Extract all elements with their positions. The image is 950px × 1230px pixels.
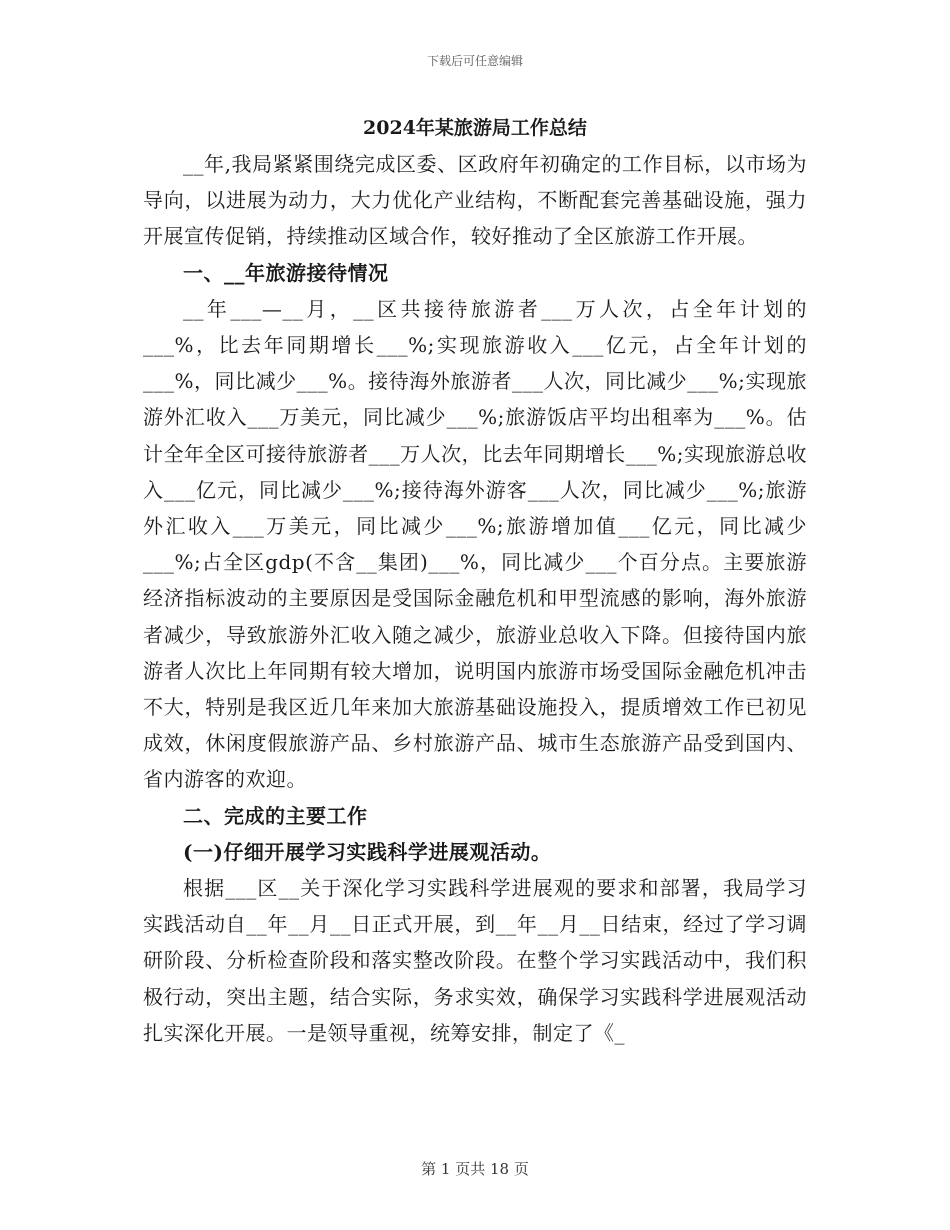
study-paragraph: 根据___区__关于深化学习实践科学进展观的要求和部署，我局学习实践活动自__年__月__日正式开展，到__年__月__日结束，经过了学习调研阶段、分析检查阶段和落实整改阶段。在整个学习实践活动中，我们积极行动，突出主题，结合实际，务求实效，确保学习实践科学进展观活动扎实深化开展。一是领导重视，统筹安排，制定了《_ bbox=[143, 876, 807, 1045]
page-number-footer: 第 1 页共 18 页 bbox=[421, 1160, 529, 1178]
page-header-note: 下载后可任意编辑 bbox=[426, 54, 523, 68]
document-body bbox=[143, 110, 807, 1051]
intro-paragraph: __年,我局紧紧围绕完成区委、区政府年初确定的工作目标，以市场为导向，以进展为动力，大力优化产业结构，不断配套完善基础设施，强力开展宣传促销，持续推动区域合作，较好推动了全区旅游工作开展。 bbox=[143, 152, 807, 249]
section-heading-reception: 一、__年旅游接待情况 bbox=[183, 260, 389, 285]
section-heading-main-work: 二、完成的主要工作 bbox=[183, 803, 368, 828]
document-title: 2024年某旅游局工作总结 bbox=[363, 117, 587, 139]
reception-paragraph: __年___—__月，__区共接待旅游者___万人次，占全年计划的___%，比去年同期增长___%;实现旅游收入___亿元，占全年计划的___%，同比减少___%。接待海外旅游者___人次，同比减少___%;实现旅游外汇收入___万美元，同比减少___%;旅游饭店平均出租率为___%。估计全年全区可接待旅游者___万人次，比去年同期增长___%;实现旅游总收入___亿元，同比减少___%;接待海外游客___人次，同比减少___%;旅游外汇收入___万美元，同比减少___%;旅游增加值___亿元，同比减少___%;占全区gdp(不含__集团)___%，同比减少___个百分点。主要旅游经济指标波动的主要原因是受国际金融危机和甲型流感的影响，海外旅游者减少，导致旅游外汇收入随之减少，旅游业总收入下降。但接待国内旅游者人次比上年同期有较大增加，说明国内旅游市场受国际金融危机冲击不大，特别是我区近几年来加大旅游基础设施投入，提质增效工作已初见成效，休闲度假旅游产品、乡村旅游产品、城市生态旅游产品受到国内、省内游客的欢迎。 bbox=[143, 296, 807, 792]
subsection-heading-study: (一)仔细开展学习实践科学进展观活动。 bbox=[183, 839, 552, 864]
